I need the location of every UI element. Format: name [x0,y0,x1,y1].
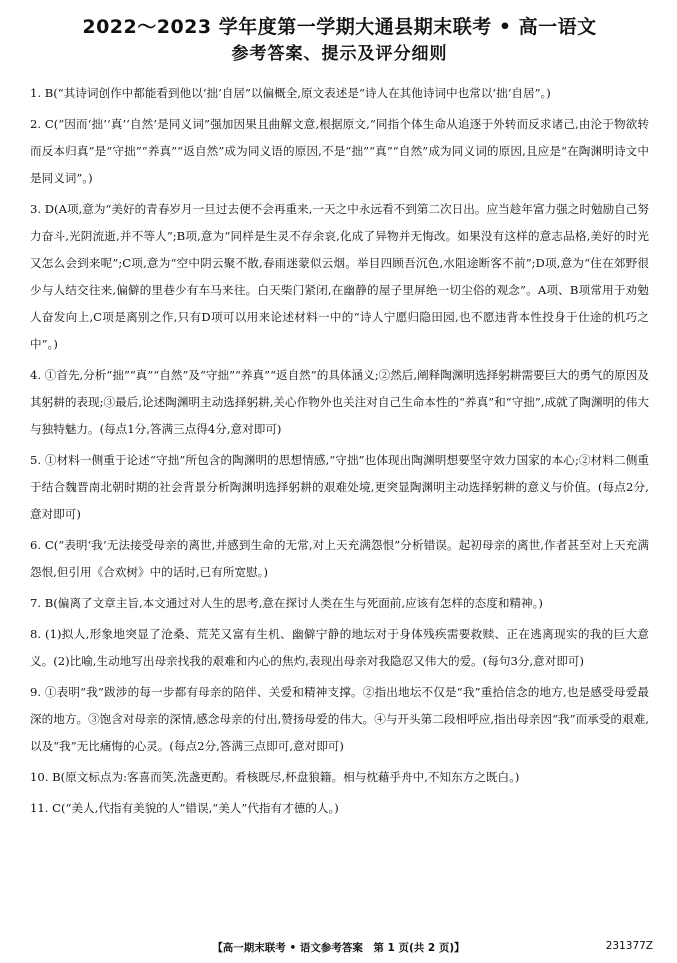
answer-item-11: 11. C(“美人,代指有美貌的人”错误,“美人”代指有才德的人。) [30,801,339,815]
answer-item-1: 1. B(“其诗词创作中都能看到他以‘拙’自居”以偏概全,原文表述是“诗人在其他诗词中也常以‘拙’自居”。) [30,86,551,100]
answer-item-5: 5. ①材料一侧重于论述“守拙”所包含的陶渊明的思想情感,“守拙”也体现出陶渊明想要坚守效力国家的本心;②材料二侧重于结合魏晋南北朝时期的社会背景分析陶渊明选择躬耕的艰难处境,更突显陶渊明主动选择躬耕的意义与价值。(每点2分,意对即可) [30,453,649,521]
answer-item-3: 3. D(A项,意为“美好的青春岁月一旦过去便不会再重来,一天之中永远看不到第二次日出。应当趁年富力强之时勉励自己努力奋斗,光阴流逝,并不等人”;B项,意为“同样是生灵不存余哀,化成了异物并无悔改。如果没有这样的意志品格,美好的时光又怎么会到来呢”;C项,意为“空中阴云聚不散,春雨迷蒙似云烟。举目四顾吾沉色,水阻途断客不前”;D项,意为“住在郊野很少与人结交往来,偏僻的里巷少有车马来往。白天柴门紧闭,在幽静的屋子里屏绝一切尘俗的观念”。A项、B项常用于劝勉人奋发向上,C项是离别之作,只有D项可以用来论述材料一中的“诗人宁愿归隐田园,也不愿违背本性投身于仕途的机巧之中”。) [30,202,649,351]
page-title: 2022～2023 学年度第一学期大通县期末联考 • 高一语文 [82,16,597,38]
answer-item-8: 8. (1)拟人,形象地突显了沧桑、荒芜又富有生机、幽僻宁静的地坛对于身体残疾需要救赎、正在逃离现实的我的巨大意义。(2)比喻,生动地写出母亲找我的艰难和内心的焦灼,表现出母亲对我隐忍又伟大的爱。(每句3分,意对即可) [30,627,649,668]
answer-item-7: 7. B(偏离了文章主旨,本文通过对人生的思考,意在探讨人类在生与死面前,应该有怎样的态度和精神。) [30,596,543,610]
answer-item-9: 9. ①表明“我”跋涉的每一步都有母亲的陪伴、关爱和精神支撑。②指出地坛不仅是“我”重拾信念的地方,也是感受母爱最深的地方。③饱含对母亲的深情,感念母亲的付出,赞扬母爱的伟大。④与开头第二段相呼应,指出母亲因“我”而承受的艰难,以及“我”无比痛悔的心灵。(每点2分,答满三点即可,意对即可) [30,685,649,753]
answer-list [30,80,649,822]
answer-item-4: 4. ①首先,分析“拙”“真”“自然”及“守拙”“养真”“返自然”的具体涵义;②然后,阐释陶渊明选择躬耕需要巨大的勇气的原因及其躬耕的表现;③最后,论述陶渊明主动选择躬耕,关心作物外也关注对自己生命本性的“养真”和“守拙”,成就了陶渊明的伟大与独特魅力。(每点1分,答满三点得4分,意对即可) [30,368,649,436]
footer-page-info: 【高一期末联考 • 语文参考答案 第 1 页(共 2 页)】 [212,942,465,954]
answer-item-10: 10. B(原文标点为:客喜而笑,洗盏更酌。肴核既尽,杯盘狼籍。相与枕藉乎舟中,不知东方之既白。) [30,770,520,784]
footer-code: 231377Z [605,940,653,952]
answer-item-6: 6. C(“表明‘我’无法接受母亲的离世,并感到生命的无常,对上天充满怨恨”分析错误。起初母亲的离世,作者甚至对上天充满怨恨,但引用《合欢树》中的话时,已有所宽慰。) [30,538,649,579]
page-subtitle: 参考答案、提示及评分细则 [231,44,448,64]
page-footer [0,940,677,955]
answer-item-2: 2. C(“因而‘拙’‘真’‘自然’是同义词”强加因果且曲解文意,根据原文,“同指个体生命从追逐于外转而反求诸己,由沦于物欲转而反本归真”是“守拙”“养真”“返自然”成为同义语的原因,不是“拙”“真”“自然”成为同义词的原因,且应是“在陶渊明诗文中是同义词”。) [30,117,649,185]
